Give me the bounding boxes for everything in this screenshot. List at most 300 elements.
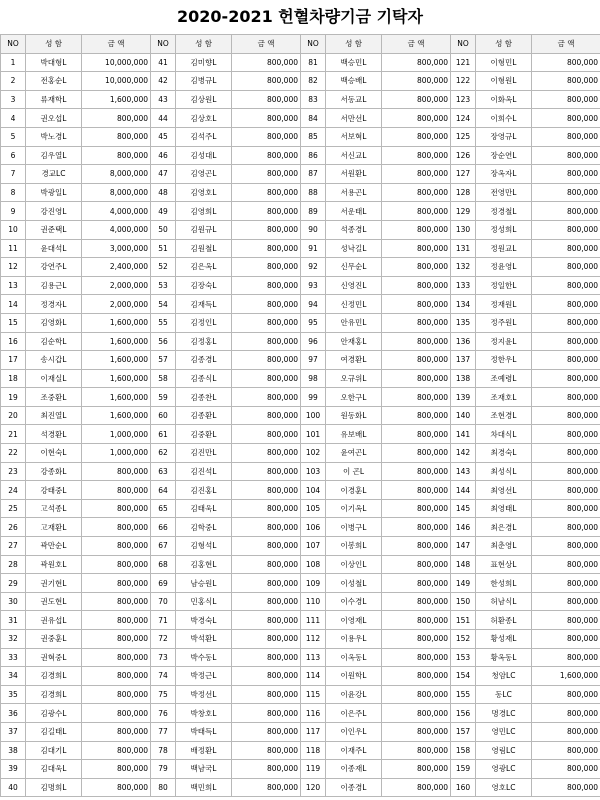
donor-number: 87	[301, 165, 326, 184]
donor-number: 101	[301, 425, 326, 444]
donor-name: 이용우L	[326, 630, 382, 649]
donor-name: 이형민L	[476, 53, 532, 72]
donation-amount: 800,000	[382, 276, 451, 295]
donor-name: 황성재L	[476, 630, 532, 649]
table-row	[1, 574, 600, 593]
donation-amount: 800,000	[382, 90, 451, 109]
donation-amount: 800,000	[232, 462, 301, 481]
donor-number: 113	[301, 648, 326, 667]
donation-amount: 800,000	[232, 537, 301, 556]
donor-name: 이수경L	[326, 592, 382, 611]
donor-name: 곽만순L	[26, 537, 82, 556]
donation-amount: 2,400,000	[82, 258, 151, 277]
header-amount: 금 액	[232, 35, 301, 54]
donor-name: 김영희L	[176, 202, 232, 221]
donor-name: 김길태L	[26, 722, 82, 741]
donor-name: 강종화L	[26, 462, 82, 481]
donation-amount: 1,000,000	[82, 425, 151, 444]
donor-name: 영호LC	[476, 778, 532, 797]
donation-amount: 800,000	[382, 518, 451, 537]
donation-amount: 800,000	[532, 72, 600, 91]
donor-name: 영림LC	[476, 741, 532, 760]
donation-amount: 800,000	[382, 351, 451, 370]
donor-name: 김석주L	[176, 127, 232, 146]
donation-amount: 800,000	[382, 611, 451, 630]
donor-name: 영광LC	[476, 760, 532, 779]
donor-name: 강진영L	[26, 202, 82, 221]
donor-name: 김진만L	[176, 444, 232, 463]
donation-amount: 800,000	[532, 239, 600, 258]
table-row	[1, 592, 600, 611]
donation-amount: 800,000	[82, 574, 151, 593]
header-name: 성 함	[26, 35, 82, 54]
donor-number: 135	[451, 313, 476, 332]
donor-number: 55	[151, 313, 176, 332]
donor-number: 104	[301, 481, 326, 500]
donor-name: 정윤영L	[476, 258, 532, 277]
donor-number: 130	[451, 220, 476, 239]
donor-number: 126	[451, 146, 476, 165]
donor-name: 이상인L	[326, 555, 382, 574]
donation-amount: 800,000	[532, 722, 600, 741]
table-row	[1, 332, 600, 351]
donor-name: 박노경L	[26, 127, 82, 146]
donor-number: 72	[151, 630, 176, 649]
donor-name: 허환종L	[476, 611, 532, 630]
donor-number: 68	[151, 555, 176, 574]
donor-name: 김종환L	[176, 406, 232, 425]
donor-number: 56	[151, 332, 176, 351]
donation-amount: 800,000	[232, 555, 301, 574]
donor-number: 45	[151, 127, 176, 146]
donor-name: 권도현L	[26, 592, 82, 611]
table-row	[1, 481, 600, 500]
table-row	[1, 425, 600, 444]
donation-amount: 800,000	[382, 258, 451, 277]
donor-name: 윤대석L	[26, 239, 82, 258]
donor-name: 이윤강L	[326, 685, 382, 704]
donor-name: 최영선L	[476, 481, 532, 500]
donation-amount: 800,000	[232, 127, 301, 146]
donor-number: 90	[301, 220, 326, 239]
donation-amount: 800,000	[382, 127, 451, 146]
donation-amount: 10,000,000	[82, 72, 151, 91]
donation-amount: 800,000	[82, 611, 151, 630]
donation-amount: 800,000	[532, 258, 600, 277]
donation-amount: 800,000	[232, 499, 301, 518]
donor-number: 109	[301, 574, 326, 593]
donor-name: 김영화L	[26, 313, 82, 332]
donor-number: 141	[451, 425, 476, 444]
donor-number: 58	[151, 369, 176, 388]
donation-amount: 800,000	[532, 462, 600, 481]
donor-number: 57	[151, 351, 176, 370]
donor-number: 122	[451, 72, 476, 91]
donation-amount: 1,000,000	[82, 444, 151, 463]
table-row	[1, 722, 600, 741]
donor-number: 48	[151, 183, 176, 202]
donation-amount: 800,000	[82, 685, 151, 704]
donor-number: 147	[451, 537, 476, 556]
donor-name: 서동교L	[326, 90, 382, 109]
donor-name: 명경LC	[476, 704, 532, 723]
donor-number: 27	[1, 537, 26, 556]
donor-number: 43	[151, 90, 176, 109]
donor-name: 김학중L	[176, 518, 232, 537]
donation-amount: 800,000	[532, 574, 600, 593]
donation-amount: 800,000	[232, 574, 301, 593]
donation-amount: 800,000	[532, 704, 600, 723]
donor-number: 156	[451, 704, 476, 723]
donor-number: 93	[301, 276, 326, 295]
donor-name: 최경숙L	[476, 444, 532, 463]
donor-name: 김명희L	[26, 778, 82, 797]
donor-number: 116	[301, 704, 326, 723]
donor-number: 133	[451, 276, 476, 295]
donor-number: 62	[151, 444, 176, 463]
table-row	[1, 462, 600, 481]
table-row	[1, 741, 600, 760]
donor-name: 김영호L	[176, 183, 232, 202]
header-no: NO	[301, 35, 326, 54]
donor-number: 63	[151, 462, 176, 481]
donor-number: 134	[451, 295, 476, 314]
donor-number: 76	[151, 704, 176, 723]
donation-amount: 800,000	[232, 72, 301, 91]
donor-name: 강태중L	[26, 481, 82, 500]
donor-name: 김정홍L	[176, 332, 232, 351]
donation-amount: 800,000	[382, 630, 451, 649]
donation-amount: 800,000	[232, 388, 301, 407]
donation-amount: 800,000	[232, 258, 301, 277]
donation-amount: 800,000	[532, 499, 600, 518]
donor-name: 이현숙L	[26, 444, 82, 463]
donation-amount: 800,000	[532, 630, 600, 649]
donor-number: 35	[1, 685, 26, 704]
donor-number: 160	[451, 778, 476, 797]
table-row	[1, 183, 600, 202]
donor-number: 23	[1, 462, 26, 481]
donation-amount: 800,000	[232, 165, 301, 184]
donor-number: 64	[151, 481, 176, 500]
donor-number: 4	[1, 109, 26, 128]
donation-amount: 800,000	[82, 537, 151, 556]
donor-number: 158	[451, 741, 476, 760]
donor-number: 79	[151, 760, 176, 779]
donation-amount: 1,600,000	[82, 351, 151, 370]
donor-number: 40	[1, 778, 26, 797]
donation-amount: 800,000	[382, 313, 451, 332]
donor-number: 41	[151, 53, 176, 72]
donation-amount: 800,000	[232, 648, 301, 667]
donor-name: 박석환L	[176, 630, 232, 649]
donor-number: 153	[451, 648, 476, 667]
donor-number: 49	[151, 202, 176, 221]
donor-name: 김종경L	[176, 351, 232, 370]
table-row	[1, 778, 600, 797]
donation-amount: 800,000	[532, 592, 600, 611]
donor-name: 김경희L	[26, 667, 82, 686]
donation-amount: 800,000	[232, 630, 301, 649]
donor-name: 김미향L	[176, 53, 232, 72]
donor-number: 148	[451, 555, 476, 574]
donor-name: 박정근L	[176, 667, 232, 686]
donation-amount: 2,000,000	[82, 295, 151, 314]
donation-amount: 800,000	[232, 481, 301, 500]
donor-name: 서운태L	[326, 202, 382, 221]
donor-number: 14	[1, 295, 26, 314]
donor-number: 30	[1, 592, 26, 611]
donor-name: 석경환L	[26, 425, 82, 444]
table-row	[1, 444, 600, 463]
donor-name: 남승원L	[176, 574, 232, 593]
donor-name: 윤여곤L	[326, 444, 382, 463]
donor-name: 이은주L	[326, 704, 382, 723]
donor-number: 89	[301, 202, 326, 221]
donor-name: 김경희L	[26, 685, 82, 704]
donor-number: 115	[301, 685, 326, 704]
donor-number: 21	[1, 425, 26, 444]
donation-amount: 800,000	[82, 146, 151, 165]
donor-number: 8	[1, 183, 26, 202]
donor-number: 73	[151, 648, 176, 667]
donor-name: 권유섭L	[26, 611, 82, 630]
donation-amount: 800,000	[532, 313, 600, 332]
donor-number: 118	[301, 741, 326, 760]
donor-name: 김상호L	[176, 109, 232, 128]
donor-number: 26	[1, 518, 26, 537]
donor-number: 146	[451, 518, 476, 537]
donor-number: 97	[301, 351, 326, 370]
donor-name: 배정환L	[176, 741, 232, 760]
donation-amount: 800,000	[532, 760, 600, 779]
donation-amount: 800,000	[532, 406, 600, 425]
donation-amount: 800,000	[532, 369, 600, 388]
donor-name: 강연주L	[26, 258, 82, 277]
donor-number: 37	[1, 722, 26, 741]
donation-amount: 800,000	[232, 667, 301, 686]
donation-amount: 800,000	[382, 499, 451, 518]
donor-name: 표현상L	[476, 555, 532, 574]
donor-name: 박정선L	[176, 685, 232, 704]
donation-amount: 800,000	[82, 704, 151, 723]
donation-amount: 1,600,000	[82, 313, 151, 332]
donor-name: 장옥자L	[476, 165, 532, 184]
donor-name: 청암LC	[476, 667, 532, 686]
donor-number: 142	[451, 444, 476, 463]
donation-amount: 800,000	[232, 276, 301, 295]
table-row	[1, 667, 600, 686]
donor-name: 이형원L	[476, 72, 532, 91]
donor-number: 36	[1, 704, 26, 723]
donor-number: 100	[301, 406, 326, 425]
donation-amount: 800,000	[382, 388, 451, 407]
donor-number: 34	[1, 667, 26, 686]
donation-amount: 800,000	[82, 555, 151, 574]
donor-number: 5	[1, 127, 26, 146]
donor-number: 151	[451, 611, 476, 630]
donation-amount: 800,000	[232, 183, 301, 202]
donor-name: 정일한L	[476, 276, 532, 295]
donation-amount: 800,000	[382, 481, 451, 500]
donation-amount: 800,000	[232, 778, 301, 797]
donor-number: 13	[1, 276, 26, 295]
donor-number: 140	[451, 406, 476, 425]
donation-amount: 800,000	[382, 406, 451, 425]
donor-name: 차대식L	[476, 425, 532, 444]
donor-number: 54	[151, 295, 176, 314]
donor-number: 83	[301, 90, 326, 109]
donor-name: 동LC	[476, 685, 532, 704]
donor-name: 이종재L	[326, 760, 382, 779]
donor-number: 60	[151, 406, 176, 425]
donation-amount: 800,000	[82, 648, 151, 667]
donation-amount: 800,000	[232, 202, 301, 221]
donation-amount: 800,000	[532, 109, 600, 128]
donation-amount: 800,000	[82, 778, 151, 797]
donor-name: 이재실L	[26, 369, 82, 388]
donor-number: 53	[151, 276, 176, 295]
table-row	[1, 258, 600, 277]
donor-name: 백승배L	[326, 72, 382, 91]
donor-name: 김재득L	[176, 295, 232, 314]
donation-amount: 800,000	[382, 72, 451, 91]
donation-amount: 800,000	[232, 351, 301, 370]
donor-number: 52	[151, 258, 176, 277]
header-no: NO	[1, 35, 26, 54]
donor-number: 107	[301, 537, 326, 556]
donation-amount: 800,000	[532, 127, 600, 146]
donor-name: 권오섭L	[26, 109, 82, 128]
table-row	[1, 220, 600, 239]
donor-name: 서용곤L	[326, 183, 382, 202]
donation-amount: 800,000	[532, 444, 600, 463]
donor-number: 81	[301, 53, 326, 72]
donor-number: 96	[301, 332, 326, 351]
donation-amount: 4,000,000	[82, 202, 151, 221]
donor-number: 10	[1, 220, 26, 239]
donation-amount: 800,000	[82, 109, 151, 128]
donor-name: 박경숙L	[176, 611, 232, 630]
donor-number: 152	[451, 630, 476, 649]
table-row	[1, 611, 600, 630]
donor-name: 안유민L	[326, 313, 382, 332]
donor-number: 50	[151, 220, 176, 239]
donation-amount: 800,000	[532, 648, 600, 667]
donation-amount: 800,000	[532, 778, 600, 797]
donor-number: 44	[151, 109, 176, 128]
donor-name: 석종경L	[326, 220, 382, 239]
donation-amount: 800,000	[232, 592, 301, 611]
donor-name: 김대욱L	[26, 760, 82, 779]
table-row	[1, 630, 600, 649]
donor-number: 3	[1, 90, 26, 109]
donor-number: 12	[1, 258, 26, 277]
donor-number: 136	[451, 332, 476, 351]
donor-number: 119	[301, 760, 326, 779]
donor-name: 정경자L	[26, 295, 82, 314]
donor-name: 안재홍L	[326, 332, 382, 351]
donor-name: 권혁중L	[26, 648, 82, 667]
donation-amount: 800,000	[532, 332, 600, 351]
donor-name: 김진홍L	[176, 481, 232, 500]
donation-amount: 800,000	[532, 220, 600, 239]
donor-number: 78	[151, 741, 176, 760]
donor-name: 박광일L	[26, 183, 82, 202]
donation-amount: 800,000	[532, 537, 600, 556]
donor-name: 신영진L	[326, 276, 382, 295]
donor-name: 김정인L	[176, 313, 232, 332]
donor-name: 고석종L	[26, 499, 82, 518]
donation-amount: 800,000	[82, 518, 151, 537]
donor-number: 137	[451, 351, 476, 370]
donor-number: 155	[451, 685, 476, 704]
header-amount: 금 액	[532, 35, 600, 54]
donor-number: 70	[151, 592, 176, 611]
donation-amount: 8,000,000	[82, 165, 151, 184]
table-row	[1, 146, 600, 165]
donation-amount: 800,000	[532, 351, 600, 370]
donor-number: 2	[1, 72, 26, 91]
donation-amount: 800,000	[232, 444, 301, 463]
donor-name: 박대형L	[26, 53, 82, 72]
donor-number: 110	[301, 592, 326, 611]
donor-number: 9	[1, 202, 26, 221]
donation-amount: 8,000,000	[82, 183, 151, 202]
header-no: NO	[151, 35, 176, 54]
donation-amount: 800,000	[382, 425, 451, 444]
donation-amount: 800,000	[232, 518, 301, 537]
donor-name: 김홍현L	[176, 555, 232, 574]
donor-number: 80	[151, 778, 176, 797]
donation-amount: 800,000	[382, 760, 451, 779]
donation-amount: 800,000	[82, 630, 151, 649]
donor-name: 박창호L	[176, 704, 232, 723]
donor-name: 서원환L	[326, 165, 382, 184]
donor-name: 백승민L	[326, 53, 382, 72]
donor-name: 정경철L	[476, 202, 532, 221]
donation-amount: 800,000	[232, 239, 301, 258]
donor-name: 이성철L	[326, 574, 382, 593]
donor-number: 117	[301, 722, 326, 741]
header-name: 성 함	[176, 35, 232, 54]
donor-name: 김대기L	[26, 741, 82, 760]
donation-amount: 800,000	[232, 146, 301, 165]
donor-name: 권기현L	[26, 574, 82, 593]
donor-name: 이인우L	[326, 722, 382, 741]
donor-name: 김종찬L	[176, 388, 232, 407]
donor-name: 서만선L	[326, 109, 382, 128]
donation-amount: 800,000	[532, 90, 600, 109]
donation-amount: 800,000	[382, 685, 451, 704]
table-row	[1, 648, 600, 667]
donor-number: 112	[301, 630, 326, 649]
donation-amount: 1,600,000	[82, 332, 151, 351]
donor-name: 김성대L	[176, 146, 232, 165]
donation-amount: 800,000	[532, 481, 600, 500]
donor-name: 서신교L	[326, 146, 382, 165]
donor-number: 75	[151, 685, 176, 704]
donation-amount: 800,000	[382, 722, 451, 741]
donor-name: 김영곤L	[176, 165, 232, 184]
donor-name: 권중훈L	[26, 630, 82, 649]
donation-amount: 800,000	[382, 462, 451, 481]
donor-number: 124	[451, 109, 476, 128]
donation-amount: 800,000	[382, 648, 451, 667]
donor-name: 허남식L	[476, 592, 532, 611]
donor-name: 여경환L	[326, 351, 382, 370]
donor-number: 24	[1, 481, 26, 500]
